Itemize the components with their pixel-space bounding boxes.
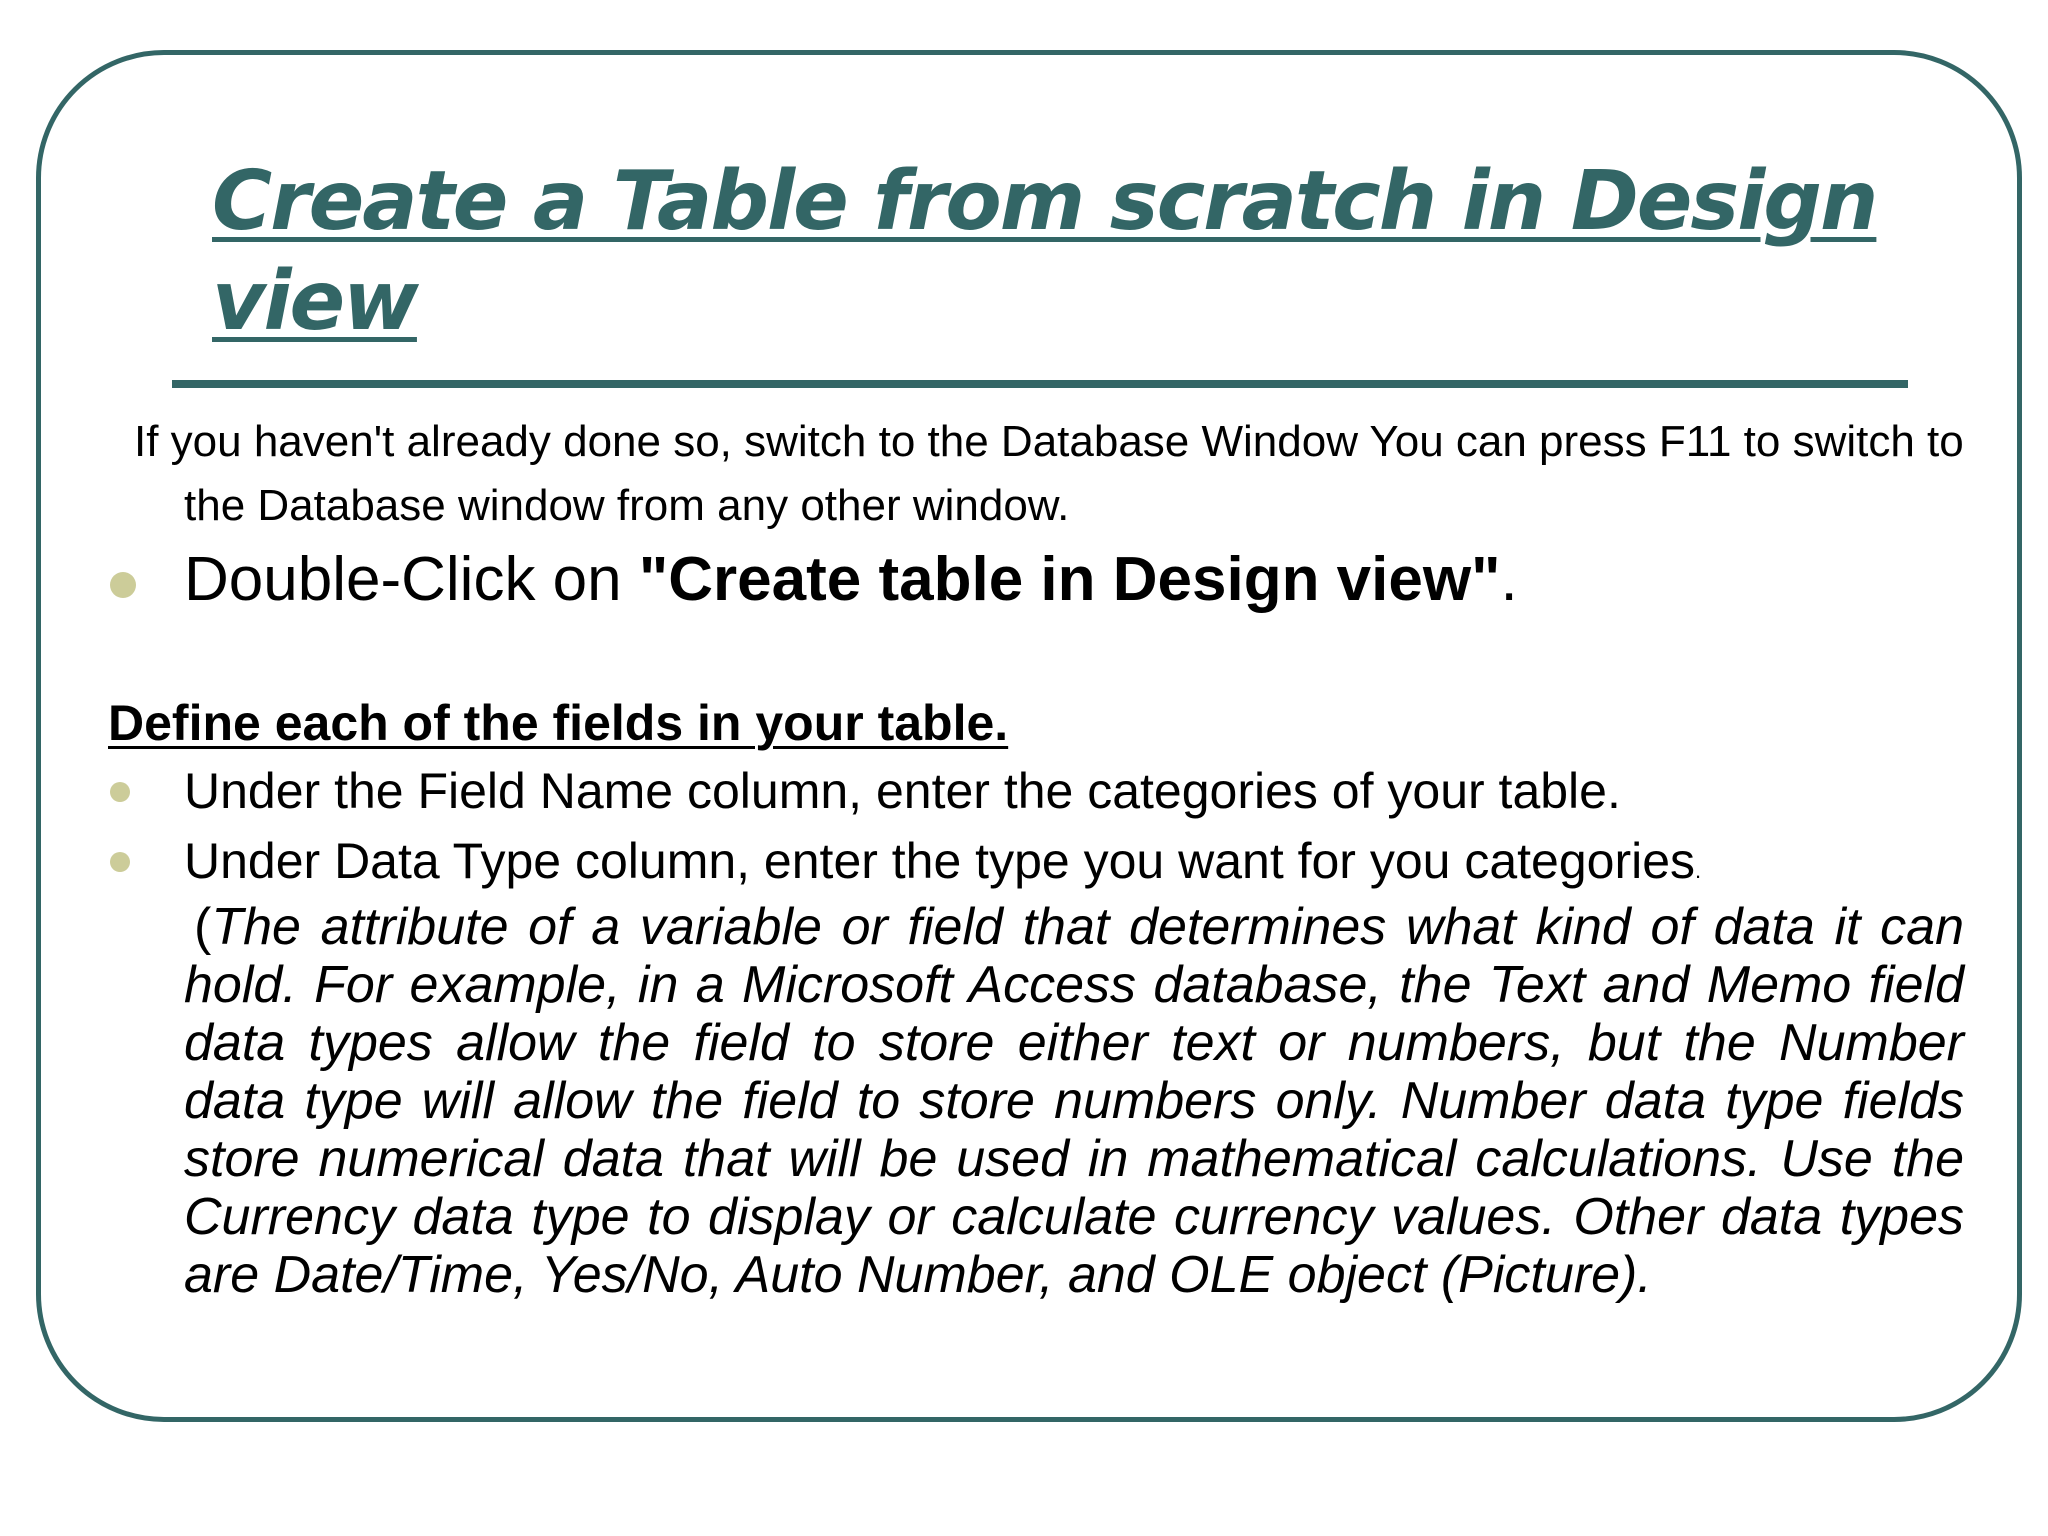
bullet-bold-text: "Create table in Design view" (638, 545, 1501, 614)
bullet-field-name: Under the Field Name column, enter the categories of your table. (184, 763, 1621, 819)
bullet-dot-icon (110, 782, 130, 802)
bullet-suffix: . (1500, 545, 1518, 614)
bullet-dot-icon (110, 852, 130, 872)
intro-text: If you haven't already done so, switch to the Database Window You can press F11 to switch to the Database window from any other window. (134, 417, 1964, 530)
bullet-data-type-suffix: . (1695, 858, 1702, 883)
bullet-prefix: Double-Click on (184, 545, 639, 614)
bullet-data-type (184, 826, 1984, 906)
bullet-data-type-text: Under Data Type column, enter the type you want for you categories (184, 833, 1696, 889)
title-divider (172, 380, 1908, 388)
bullet-double-click (184, 540, 1984, 620)
bullet-dot-icon (110, 572, 136, 598)
data-type-definition (184, 898, 1964, 1304)
definition-text: The attribute of a variable or field that determines what kind of data it can hold. For example, in a Microsoft Access database, the Text and Memo field data types allow the field to store either text or numbers, but the Number data type will allow the field to store numbers only. Number data type fields store numerical data that will be used in mathematical calculations. Use the Currency data type to display or calculate currency values. Other data types are Date/Time, Yes/No, Auto Number, and OLE object (Picture). (184, 898, 1964, 1304)
section-heading: Define each of the fields in your table. (108, 695, 1009, 751)
definition-open-paren: ( (194, 898, 212, 956)
slide-title: Create a Table from scratch in Design view (212, 154, 1877, 349)
